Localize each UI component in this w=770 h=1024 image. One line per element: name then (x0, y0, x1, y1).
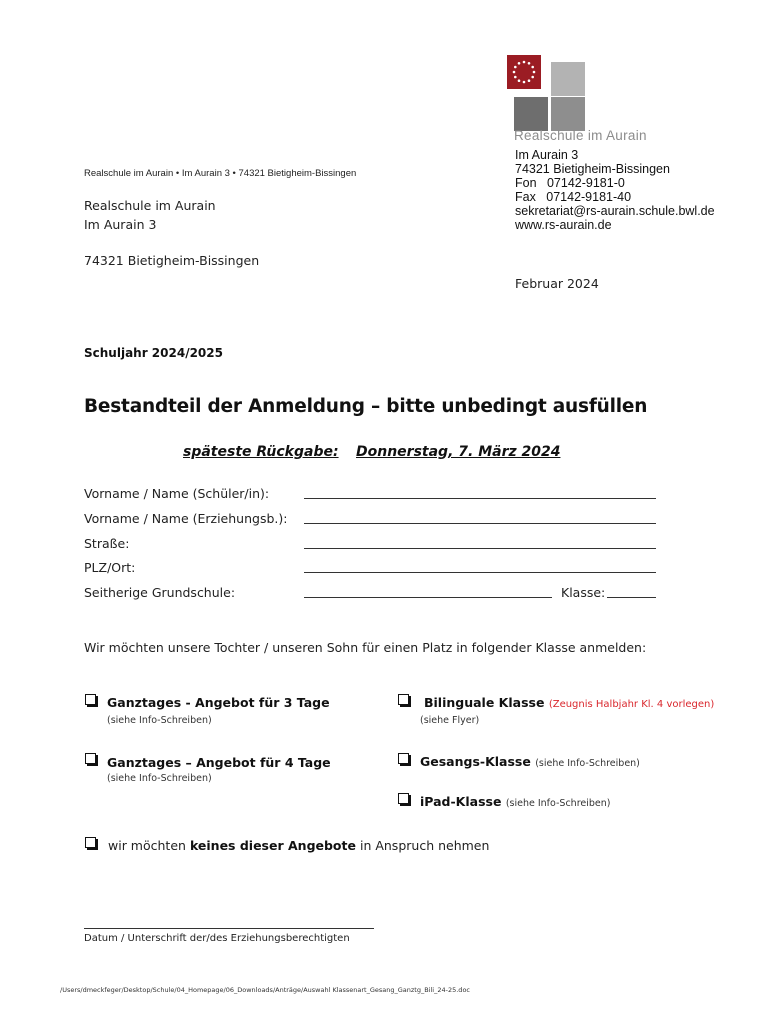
field-line-street[interactable] (304, 548, 656, 549)
school-year: Schuljahr 2024/2025 (84, 346, 223, 360)
sender-line: Realschule im Aurain • Im Aurain 3 • 74321 Bietigheim-Bissingen (84, 168, 357, 179)
logo-grey-square (551, 97, 585, 131)
option-ipad (420, 794, 610, 809)
field-line-guardian-name[interactable] (304, 523, 656, 524)
logo-text: Realschule im Aurain (514, 128, 647, 143)
field-label-primary-school: Seitherige Grundschule: (84, 585, 236, 600)
recipient-address (84, 196, 216, 234)
field-label-student-name: Vorname / Name (Schüler/in): (84, 486, 270, 501)
option-gesang-title: Gesangs-Klasse (420, 754, 531, 769)
option-gesang-note: (siehe Info-Schreiben) (535, 758, 640, 769)
option-none-bold: keines dieser Angebote (189, 838, 356, 853)
return-deadline-value: Donnerstag, 7. März 2024 (356, 444, 561, 460)
option-ipad-title: iPad-Klasse (420, 794, 502, 809)
field-label-zip-city: PLZ/Ort: (84, 560, 136, 575)
option-gesang (420, 754, 640, 769)
recipient-name: Realschule im Aurain (84, 198, 216, 213)
contact-fax: Fax 07142-9181-40 (515, 190, 632, 204)
logo-grey-square (551, 62, 585, 96)
field-line-student-name[interactable] (304, 498, 656, 499)
option-bili-note: (Zeugnis Halbjahr Kl. 4 vorlegen) (548, 699, 715, 710)
field-line-primary-school[interactable] (304, 597, 552, 598)
checkbox-icon-bili[interactable] (398, 694, 409, 705)
checkbox-icon-gesang[interactable] (398, 753, 409, 764)
option-ganztag-4-sub: (siehe Info-Schreiben) (107, 773, 212, 784)
contact-website[interactable]: www.rs-aurain.de (515, 218, 612, 232)
field-label-class: Klasse: (561, 585, 606, 600)
selection-intro: Wir möchten unsere Tochter / unseren Sohn für einen Platz in folgender Klasse anmelden: (84, 640, 647, 655)
logo-red-square (507, 55, 541, 89)
checkbox-icon-ganztag-4[interactable] (85, 753, 96, 764)
option-bili (424, 695, 714, 710)
eu-stars-icon (507, 55, 541, 89)
recipient-street: Im Aurain 3 (84, 217, 157, 232)
contact-block (515, 148, 715, 232)
recipient-city: 74321 Bietigheim-Bissingen (84, 253, 260, 268)
return-deadline-label: späteste Rückgabe: (183, 444, 339, 460)
option-ipad-note: (siehe Info-Schreiben) (505, 798, 611, 809)
signature-label: Datum / Unterschrift der/des Erziehungsberechtigten (84, 933, 350, 944)
checkbox-icon-none[interactable] (85, 837, 96, 848)
field-line-zip-city[interactable] (304, 572, 656, 573)
checkbox-icon-ganztag-3[interactable] (85, 694, 96, 705)
footer-file-path: /Users/dmeckfeger/Desktop/Schule/04_Homepage/06_Downloads/Anträge/Auswahl Klassenart_Gesang_Ganztg_Bili_24-25.doc (60, 986, 470, 994)
option-none-post: in Anspruch nehmen (359, 838, 490, 853)
signature-line[interactable] (84, 928, 374, 929)
option-ganztag-4-title: Ganztages – Angebot für 4 Tage (107, 755, 331, 770)
option-none-pre: wir möchten (108, 838, 186, 853)
option-ganztag-3-title: Ganztages - Angebot für 3 Tage (107, 695, 330, 710)
checkbox-icon-ipad[interactable] (398, 793, 409, 804)
option-none (108, 838, 489, 853)
field-line-class[interactable] (607, 597, 656, 598)
contact-phone: Fon 07142-9181-0 (515, 176, 625, 190)
page-title: Bestandteil der Anmeldung – bitte unbedingt ausfüllen (84, 396, 648, 417)
letter-date: Februar 2024 (515, 276, 599, 291)
contact-street: Im Aurain 3 (515, 148, 579, 162)
field-label-guardian-name: Vorname / Name (Erziehungsb.): (84, 511, 288, 526)
contact-email[interactable]: sekretariat@rs-aurain.schule.bwl.de (515, 204, 715, 218)
field-label-street: Straße: (84, 536, 130, 551)
option-bili-sub: (siehe Flyer) (420, 715, 480, 726)
option-ganztag-3-sub: (siehe Info-Schreiben) (107, 715, 212, 726)
logo-grey-square (514, 97, 548, 131)
option-bili-title: Bilinguale Klasse (424, 695, 545, 710)
contact-city: 74321 Bietigheim-Bissingen (515, 162, 670, 176)
